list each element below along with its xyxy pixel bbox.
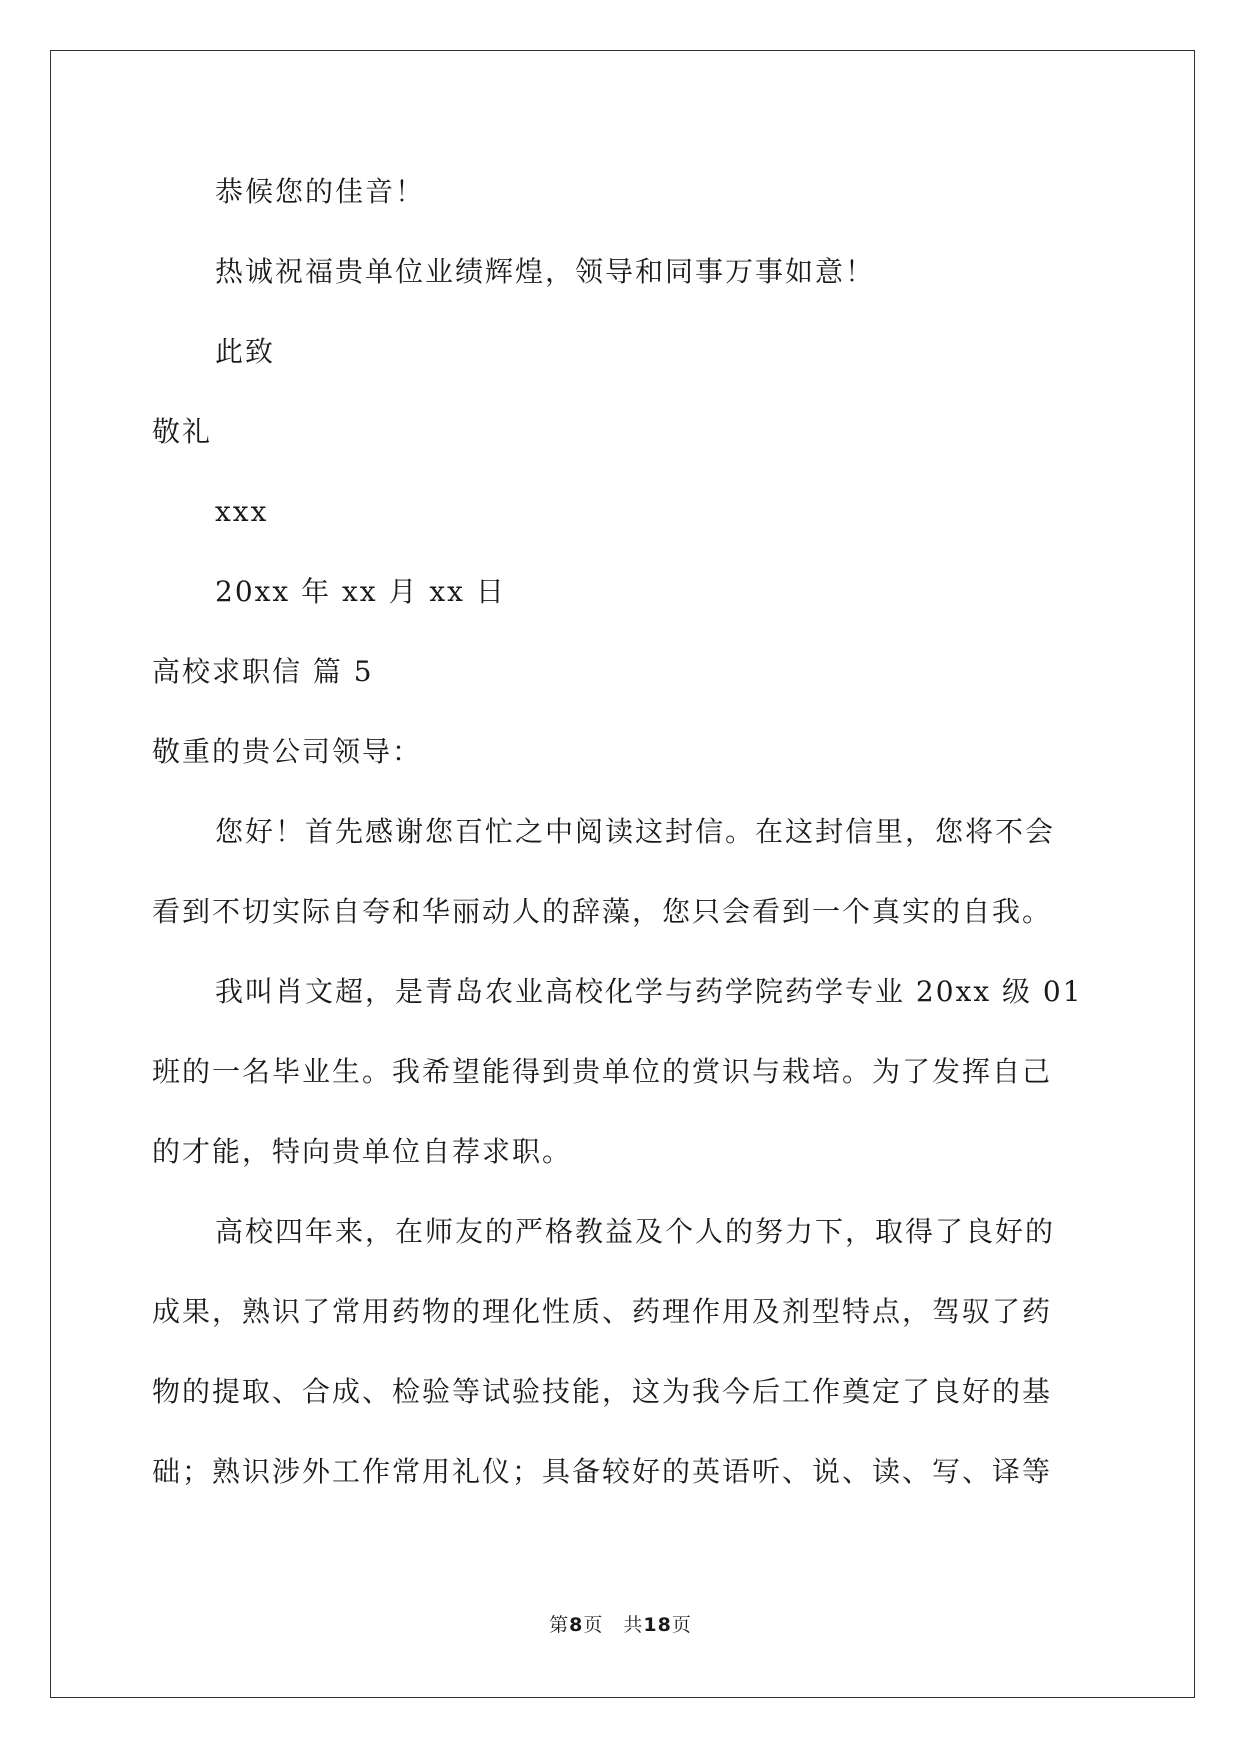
text-line: 班的一名毕业生。我希望能得到贵单位的赏识与栽培。为了发挥自己	[152, 1055, 1053, 1088]
footer-suffix: 页	[671, 1614, 692, 1636]
footer-prefix: 第	[549, 1614, 570, 1636]
text-line: 物的提取、合成、检验等试验技能，这为我今后工作奠定了良好的基	[152, 1375, 1053, 1408]
text-line: 敬礼	[152, 415, 213, 448]
text-line: 热诚祝福贵单位业绩辉煌，领导和同事万事如意！	[215, 255, 876, 288]
text-line: 恭候您的佳音！	[215, 175, 426, 208]
page-footer	[0, 1612, 1241, 1638]
text-line: 的才能，特向贵单位自荐求职。	[152, 1135, 573, 1168]
text-line: 础；熟识涉外工作常用礼仪；具备较好的英语听、说、读、写、译等	[152, 1455, 1053, 1488]
text-line: 我叫肖文超，是青岛农业高校化学与药学院药学专业 20xx 级 01	[215, 975, 1083, 1008]
footer-total-pages: 18	[643, 1614, 672, 1636]
text-line: 看到不切实际自夸和华丽动人的辞藻，您只会看到一个真实的自我。	[152, 895, 1053, 928]
footer-page-number: 8	[569, 1614, 584, 1636]
footer-middle: 页 共	[583, 1614, 644, 1636]
text-line: xxx	[215, 495, 269, 528]
text-line: 高校四年来，在师友的严格教益及个人的努力下，取得了良好的	[215, 1215, 1056, 1248]
section-heading: 高校求职信 篇 5	[152, 655, 374, 688]
salutation: 敬重的贵公司领导：	[152, 735, 423, 768]
page-border	[50, 50, 1195, 1698]
text-line: 成果，熟识了常用药物的理化性质、药理作用及剂型特点，驾驭了药	[152, 1295, 1053, 1328]
text-line: 20xx 年 xx 月 xx 日	[215, 575, 506, 608]
text-line: 此致	[215, 335, 276, 368]
text-line: 您好！首先感谢您百忙之中阅读这封信。在这封信里，您将不会	[215, 815, 1056, 848]
